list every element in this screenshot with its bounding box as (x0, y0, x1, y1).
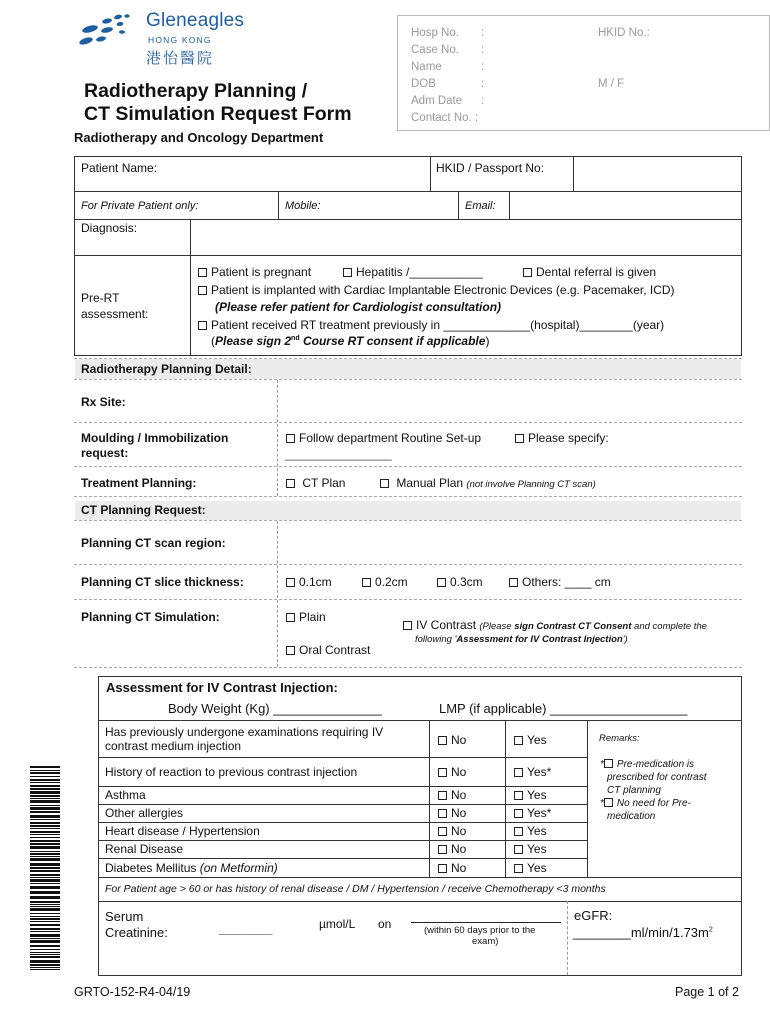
planning-detail-header: Radiotherapy Planning Detail: (81, 362, 252, 376)
checkbox[interactable] (438, 768, 447, 777)
barcode-stripe (30, 819, 60, 820)
barcode-stripe (30, 886, 60, 889)
checkbox[interactable] (286, 646, 295, 655)
barcode-stripe (30, 908, 60, 911)
assessment-title: Assessment for IV Contrast Injection: (106, 680, 338, 695)
hosp-no-label: Hosp No. (411, 27, 459, 39)
checkbox[interactable] (380, 479, 389, 488)
dob-label: DOB (411, 78, 436, 90)
barcode-stripe (30, 853, 60, 855)
checkbox[interactable] (198, 321, 207, 330)
barcode-stripe (30, 954, 60, 955)
checkbox[interactable] (509, 578, 518, 587)
no-option[interactable]: No (438, 806, 466, 820)
lmp-field[interactable]: LMP (if applicable) ___________________ (439, 701, 688, 716)
ct-planning-header: CT Planning Request: (81, 503, 206, 517)
yes-option[interactable]: Yes* (514, 806, 551, 820)
barcode-stripe (30, 805, 60, 806)
iv-contrast-option[interactable]: IV Contrast (Please sign Contrast CT Consent and complete the (403, 618, 707, 632)
no-option[interactable]: No (438, 765, 466, 779)
checkbox[interactable] (514, 864, 523, 873)
barcode-stripe (30, 785, 60, 787)
within-note: (within 60 days prior to the (424, 925, 536, 936)
barcode-stripe (30, 949, 60, 950)
barcode-stripe (30, 856, 60, 857)
pre-rt-label-2: assessment: (81, 307, 149, 321)
yes-option[interactable]: Yes (514, 733, 547, 747)
form-title (84, 80, 352, 126)
iv-note-line2: following 'Assessment for IV Contrast Injection') (415, 634, 628, 645)
yes-option[interactable]: Yes (514, 861, 547, 875)
case-no-label: Case No. (411, 44, 459, 56)
no-option[interactable]: No (438, 733, 466, 747)
checkbox[interactable] (286, 578, 295, 587)
barcode-stripe (30, 924, 60, 926)
barcode-stripe (30, 928, 60, 930)
dental-option[interactable]: Dental referral is given (523, 265, 656, 279)
barcode-stripe (30, 863, 60, 866)
barcode-stripe (30, 766, 60, 768)
barcode-stripe (30, 969, 60, 970)
barcode-stripe (30, 904, 60, 905)
barcode-stripe (30, 846, 60, 849)
checkbox[interactable] (514, 845, 523, 854)
hkid-passport-label: HKID / Passport No: (436, 161, 545, 175)
form-title-line2: CT Simulation Request Form (84, 103, 352, 125)
please-specify-option[interactable]: Please specify: (515, 431, 609, 445)
no-option[interactable]: No (438, 842, 466, 856)
barcode-stripe (30, 952, 60, 953)
logo-subtitle: HONG KONG (148, 35, 212, 45)
barcode-stripe (30, 967, 60, 968)
asthma-label: Asthma (105, 788, 146, 802)
patient-label-box (397, 15, 770, 131)
egfr-label: eGFR: (574, 908, 613, 923)
barcode-stripe (30, 795, 60, 797)
routine-setup-option[interactable]: Follow department Routine Set-up (286, 431, 481, 445)
checkbox[interactable] (438, 864, 447, 873)
scan-region-label: Planning CT scan region: (81, 536, 226, 550)
barcode-stripe (30, 906, 60, 907)
colon: : (481, 78, 485, 90)
barcode-stripe (30, 940, 60, 943)
barcode-stripe (30, 879, 60, 882)
colon: : (481, 27, 485, 39)
barcode-stripe (30, 913, 60, 914)
checkbox[interactable] (438, 809, 447, 818)
creatinine-value-line[interactable]: ________ (219, 922, 273, 936)
checkbox[interactable] (604, 759, 613, 768)
heart-disease-label: Heart disease / Hypertension (105, 824, 260, 838)
moulding-label-2: request: (81, 446, 129, 460)
barcode-stripe (30, 798, 60, 799)
iv-history-label-2: contrast medium injection (105, 739, 242, 753)
age-note: For Patient age > 60 or has history of renal disease / DM / Hypertension / receive Chemotherapy <3 months (105, 883, 606, 895)
logo-chinese-name: 港怡醫院 (146, 50, 215, 67)
within-note-2: exam) (472, 936, 499, 947)
private-patient-label: For Private Patient only: (81, 200, 199, 212)
checkbox[interactable] (438, 736, 447, 745)
logo-wordmark: Gleneagles (146, 10, 245, 31)
barcode-stripe (30, 791, 60, 794)
renal-disease-label: Renal Disease (105, 842, 184, 856)
barcode-stripe (30, 896, 60, 899)
checkbox[interactable] (523, 268, 532, 277)
barcode-stripe (30, 782, 60, 783)
checkbox[interactable] (362, 578, 371, 587)
barcode-stripe (30, 843, 60, 845)
date-line[interactable] (411, 922, 561, 923)
barcode-stripe (30, 851, 60, 852)
email-label: Email: (465, 200, 496, 212)
iv-history-label: Has previously undergone examinations requiring IV (105, 725, 384, 739)
barcode-stripe (30, 916, 60, 917)
barcode-stripe (30, 938, 60, 939)
hepatitis-option[interactable]: Hepatitis /___________ (343, 265, 483, 279)
allergies-label: Other allergies (105, 806, 184, 820)
barcode-stripe (30, 877, 60, 878)
no-option[interactable]: No (438, 788, 466, 802)
checkbox[interactable] (514, 827, 523, 836)
ct-plan-option[interactable]: CT Plan (286, 476, 345, 490)
no-option[interactable]: No (438, 861, 466, 875)
barcode-stripe (30, 770, 60, 771)
barcode-stripe (30, 867, 60, 869)
slice-others-option[interactable]: Others: ____ cm (509, 575, 611, 589)
colon: : (481, 95, 485, 107)
colon: : (481, 44, 485, 56)
manual-plan-option[interactable]: Manual Plan (not involve Planning CT scan) (380, 476, 596, 490)
colon: : (481, 61, 485, 73)
hkid-label: HKID No.: (598, 27, 650, 39)
diabetes-label: Diabetes Mellitus (on Metformin) (105, 861, 278, 875)
name-label: Name (411, 61, 442, 73)
checkbox[interactable] (286, 479, 295, 488)
checkbox[interactable] (403, 621, 412, 630)
pregnant-option[interactable]: Patient is pregnant (198, 265, 311, 279)
on-label: on (378, 917, 392, 931)
sex-label: M / F (598, 78, 625, 90)
barcode-stripe (30, 874, 60, 876)
plain-option[interactable]: Plain (286, 610, 326, 624)
barcode-stripe (30, 837, 60, 838)
barcode-stripe (30, 828, 60, 829)
checkbox[interactable] (514, 768, 523, 777)
barcode-stripe (30, 834, 60, 835)
checkbox[interactable] (286, 613, 295, 622)
slice-0.2-option[interactable]: 0.2cm (362, 575, 408, 589)
checkbox[interactable] (514, 809, 523, 818)
specify-line[interactable]: ________________ (285, 447, 392, 461)
oral-contrast-option[interactable]: Oral Contrast (286, 643, 370, 657)
checkbox[interactable] (514, 791, 523, 800)
cardiologist-note: (Please refer patient for Cardiologist consultation) (215, 300, 502, 314)
barcode-stripe (30, 934, 60, 937)
barcode-stripe (30, 858, 60, 861)
checkbox[interactable] (437, 578, 446, 587)
form-code: GRTO-152-R4-04/19 (74, 985, 191, 999)
barcode-stripe (30, 772, 60, 774)
yes-option[interactable]: Yes (514, 788, 547, 802)
mobile-label: Mobile: (285, 200, 321, 212)
serum-label: Serum (105, 909, 144, 924)
ct-simulation-label: Planning CT Simulation: (81, 610, 220, 624)
diagnosis-label: Diagnosis: (81, 221, 138, 235)
treatment-planning-label: Treatment Planning: (81, 476, 197, 490)
barcode-stripe (30, 901, 60, 903)
checkbox[interactable] (438, 827, 447, 836)
barcode-stripe (30, 921, 60, 922)
barcode-stripe (30, 960, 60, 963)
creatinine-label: Creatinine: (105, 925, 168, 940)
body-weight-field[interactable]: Body Weight (Kg) _______________ (168, 701, 382, 716)
barcode-stripe (30, 918, 60, 920)
adm-date-label: Adm Date (411, 95, 463, 107)
department-name: Radiotherapy and Oncology Department (74, 130, 324, 145)
barcode-stripe (30, 945, 60, 947)
barcode-stripe (30, 870, 60, 872)
barcode-stripe (30, 931, 60, 932)
barcode-stripe (30, 831, 60, 833)
remark-premedication: * Pre-medication is prescribed for contrast CT planning * No need for Pre- medication (600, 759, 707, 822)
pre-rt-label: Pre-RT (81, 291, 120, 305)
second-course-note: (Please sign 2nd Course RT consent if applicable) (211, 334, 490, 348)
barcode-stripe (30, 807, 60, 810)
checkbox[interactable] (514, 736, 523, 745)
barcode-stripe (30, 779, 60, 781)
moulding-label: Moulding / Immobilization (81, 431, 229, 445)
barcode-stripe (30, 840, 60, 842)
umol-unit: µmol/L (319, 917, 356, 931)
checkbox[interactable] (515, 434, 524, 443)
yes-option[interactable]: Yes (514, 842, 547, 856)
slice-0.1-option[interactable]: 0.1cm (286, 575, 332, 589)
barcode-stripe (30, 800, 60, 803)
barcode-stripe (30, 822, 60, 824)
barcode-stripe (30, 956, 60, 958)
checkbox[interactable] (198, 268, 207, 277)
cied-option[interactable]: Patient is implanted with Cardiac Implantable Electronic Devices (e.g. Pacemaker, ICD) (198, 283, 675, 297)
gleneagles-logo-mark (74, 12, 140, 48)
barcode-stripe (30, 825, 60, 827)
checkbox[interactable] (438, 845, 447, 854)
barcode-stripe (30, 964, 60, 966)
barcode (30, 766, 60, 970)
page-number: Page 1 of 2 (675, 985, 739, 999)
barcode-stripe (30, 811, 60, 813)
patient-name-label: Patient Name: (81, 161, 158, 175)
reaction-history-label: History of reaction to previous contrast injection (105, 765, 358, 779)
checkbox[interactable] (343, 268, 352, 277)
checkbox[interactable] (438, 791, 447, 800)
slice-thickness-label: Planning CT slice thickness: (81, 575, 244, 589)
barcode-stripe (30, 788, 60, 790)
barcode-stripe (30, 891, 60, 894)
contact-no-label: Contact No. : (411, 112, 479, 124)
no-option[interactable]: No (438, 824, 466, 838)
remarks-label: Remarks: (599, 733, 640, 744)
previous-rt-option[interactable]: Patient received RT treatment previously in _____________(hospital)________(year) (198, 318, 664, 332)
slice-0.3-option[interactable]: 0.3cm (437, 575, 483, 589)
checkbox[interactable] (286, 434, 295, 443)
yes-option[interactable]: Yes* (514, 765, 551, 779)
checkbox[interactable] (604, 798, 613, 807)
form-title-line1: Radiotherapy Planning / (84, 80, 308, 102)
rx-site-label: Rx Site: (81, 395, 126, 409)
barcode-stripe (30, 776, 60, 777)
yes-option[interactable]: Yes (514, 824, 547, 838)
egfr-value-line[interactable]: $\_\_\_\_\_\_\_\_ml/\min/1.73m^2$ (573, 925, 713, 940)
barcode-stripe (30, 883, 60, 884)
checkbox[interactable] (198, 286, 207, 295)
barcode-stripe (30, 815, 60, 818)
